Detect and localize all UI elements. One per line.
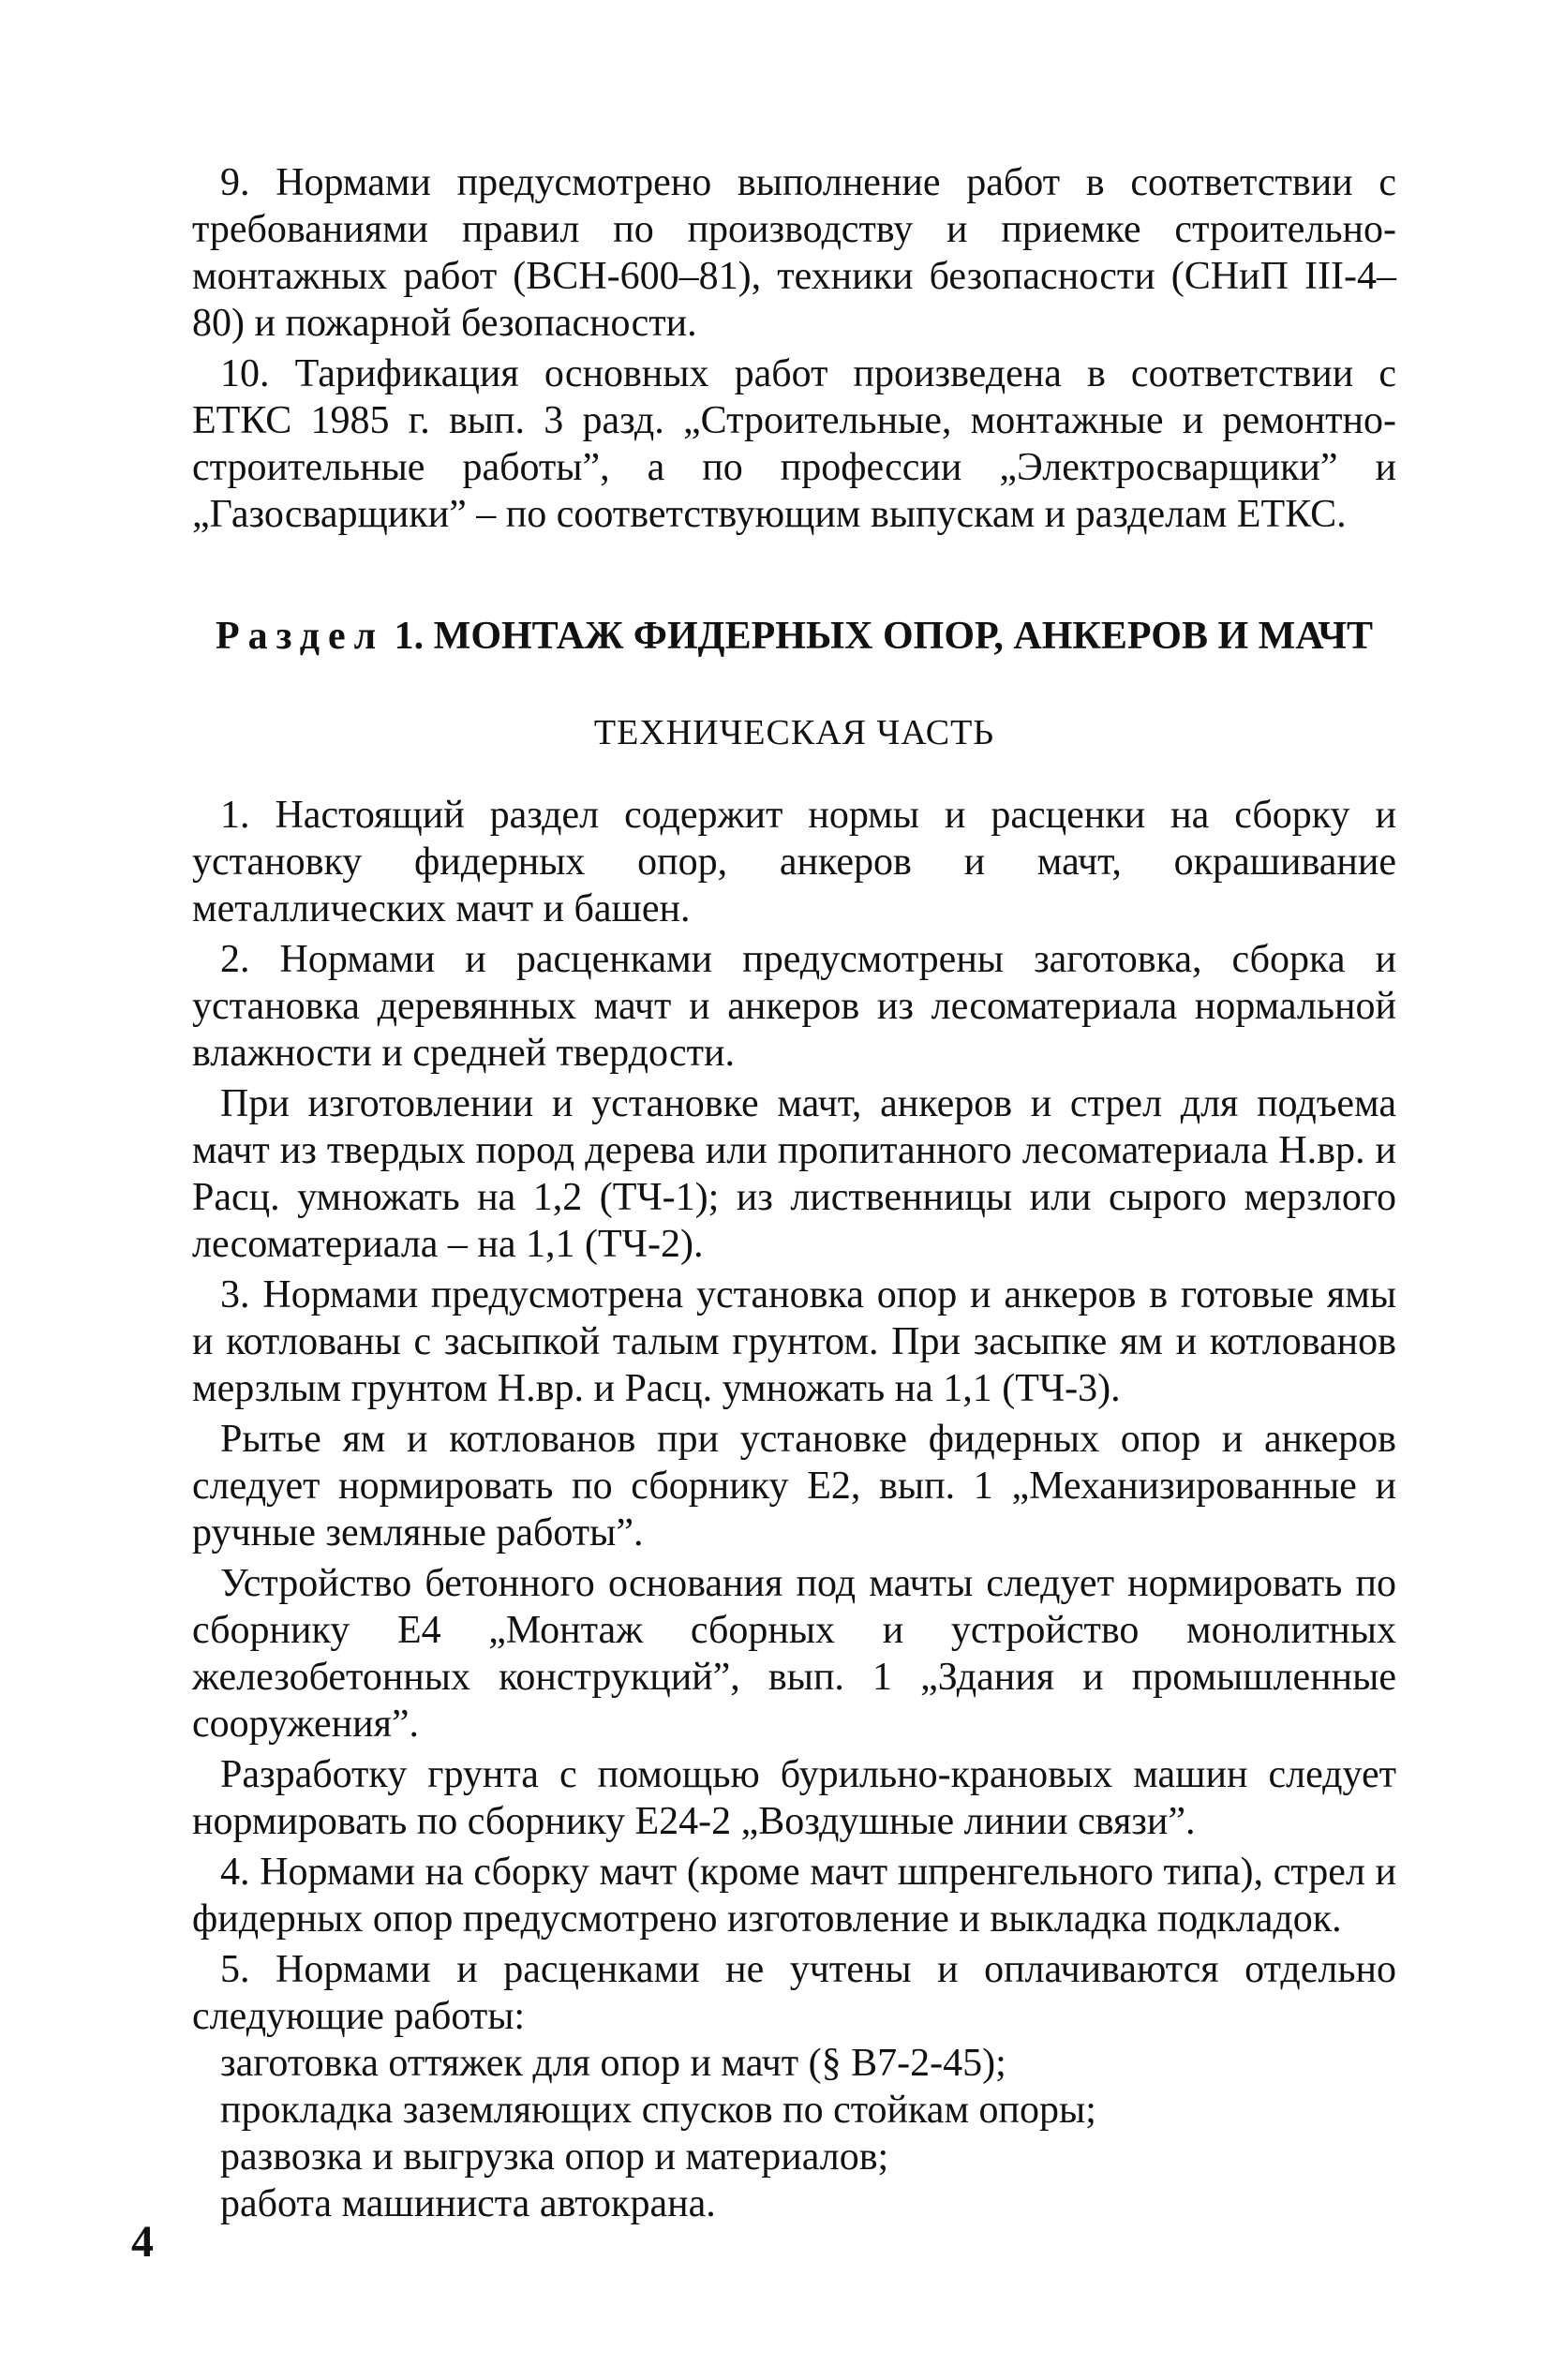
section-prefix: Раздел <box>215 615 385 658</box>
paragraph-3-drilling: Разработку грунта с помощью бурильно-крановых машин следует нормировать по сборнику Е24-2 „Воздушные линии связи”. <box>192 1753 1396 1843</box>
paragraph-1: 1. Настоящий раздел содержит нормы и расценки на сборку и установку фидерных опор, анкеров и мачт, окрашивание металлических мачт и башен. <box>192 794 1396 930</box>
page-number: 4 <box>131 2217 154 2267</box>
paragraph-3-excavation: Рытье ям и котлованов при установке фидерных опор и анкеров следует нормировать по сборнику Е2, вып. 1 „Механизированные и ручные земляные работы”. <box>192 1418 1396 1554</box>
paragraph-10: 10. Тарификация основных работ произведена в соответствии с ЕТКС 1985 г. вып. 3 разд. „Строительные, монтажные и ремонтно-строительные работы”, а по профессии „Электросварщики” и „Газосварщики” – по соответствующим выпускам и разделам ЕТКС. <box>192 352 1396 536</box>
section-heading <box>192 613 1396 660</box>
list-item: заготовка оттяжек для опор и мачт (§ В7-2-45); <box>220 2042 1006 2085</box>
paragraph-9: 9. Нормами предусмотрено выполнение работ в соответствии с требованиями правил по производству и приемке строительно-монтажных работ (ВСН-600–81), техники безопасности (СНиП III-4–80) и пожарной безопасности. <box>192 161 1396 345</box>
paragraph-4: 4. Нормами на сборку мачт (кроме мачт шпренгельного типа), стрел и фидерных опор предусмотрено изготовление и выкладка подкладок. <box>192 1851 1396 1941</box>
list-item: прокладка заземляющих спусков по стойкам опоры; <box>220 2089 1096 2132</box>
paragraph-2-continuation: При изготовлении и установке мачт, анкеров и стрел для подъема мачт из твердых пород дерева или пропитанного лесоматериала Н.вр. и Расц. умножать на 1,2 (ТЧ-1); из лиственницы или сырого мерзлого лесоматериала – на 1,1 (ТЧ-2). <box>192 1082 1396 1266</box>
section-title: 1. МОНТАЖ ФИДЕРНЫХ ОПОР, АНКЕРОВ И МАЧТ <box>394 615 1374 658</box>
document-page <box>192 159 1396 2227</box>
paragraph-3-concrete: Устройство бетонного основания под мачты следует нормировать по сборнику Е4 „Монтаж сборных и устройство монолитных железобетонных конструкций”, вып. 1 „Здания и промышленные сооружения”. <box>192 1562 1396 1746</box>
paragraph-3: 3. Нормами предусмотрена установка опор и анкеров в готовые ямы и котлованы с засыпкой талым грунтом. При засыпке ям и котлованов мерзлым грунтом Н.вр. и Расц. умножать на 1,1 (ТЧ-3). <box>192 1273 1396 1410</box>
paragraph-2: 2. Нормами и расценками предусмотрены заготовка, сборка и установка деревянных мачт и анкеров из лесоматериала нормальной влажности и средней твердости. <box>192 938 1396 1075</box>
list-item: развозка и выгрузка опор и материалов; <box>220 2135 889 2179</box>
list-item: работа машиниста автокрана. <box>220 2182 716 2225</box>
paragraph-5: 5. Нормами и расценками не учтены и оплачиваются отдельно следующие работы: <box>192 1948 1396 2038</box>
technical-part-heading: ТЕХНИЧЕСКАЯ ЧАСТЬ <box>593 713 995 752</box>
